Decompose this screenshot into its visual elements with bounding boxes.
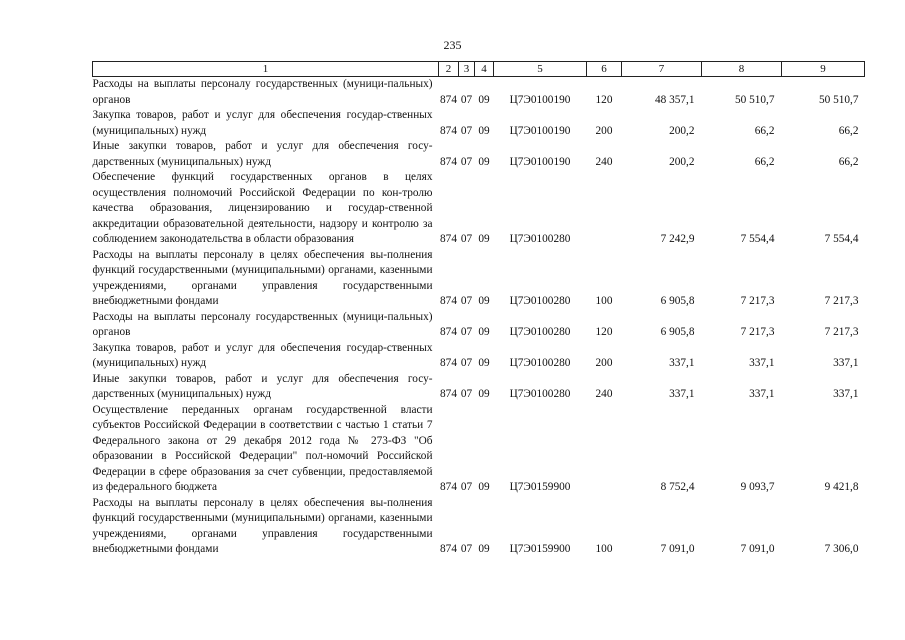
amount-col-7: 7 242,9 <box>660 233 695 245</box>
amount-col-7: 48 357,1 <box>654 93 695 106</box>
target-article-code: Ц7Э0159900 <box>509 481 571 493</box>
section-code: 07 <box>460 124 473 137</box>
amount-col-7: 337,1 <box>669 357 695 369</box>
amount-col-8: 66,2 <box>754 155 775 168</box>
amount-col-7: 7 091,0 <box>660 543 695 555</box>
header-cell-6: 6 <box>587 62 622 77</box>
amount-col-9: 66,2 <box>838 155 859 168</box>
section-code: 07 <box>460 357 473 369</box>
target-article-code: Ц7Э0100280 <box>509 233 571 245</box>
row-name: Закупка товаров, работ и услуг для обеспечения государ-ственных (муниципальных) нужд <box>92 109 433 137</box>
amount-col-7: 6 905,8 <box>660 326 695 338</box>
section-code: 07 <box>460 155 473 168</box>
subsection-code: 09 <box>478 93 490 106</box>
expense-type-code: 200 <box>595 124 613 137</box>
subsection-code: 09 <box>478 357 490 369</box>
header-cell-3: 3 <box>459 62 475 77</box>
grbs-code: 874 <box>440 93 457 106</box>
grbs-code: 874 <box>440 155 457 168</box>
header-cell-1: 1 <box>93 62 439 77</box>
target-article-code: Ц7Э0100280 <box>509 357 571 369</box>
grbs-code: 874 <box>440 543 457 555</box>
table-row <box>93 496 865 558</box>
amount-col-8: 66,2 <box>754 124 775 137</box>
grbs-code: 874 <box>440 326 457 338</box>
table-row <box>93 77 865 109</box>
amount-col-8: 337,1 <box>749 388 775 400</box>
expense-type-code: 120 <box>595 326 613 338</box>
section-code: 07 <box>460 233 473 245</box>
grbs-code: 874 <box>440 124 457 137</box>
row-name: Обеспечение функций государственных органов в целях осуществления полномочий Российской Федерации по кон-тролю качества образования, лицензированию и государ-ственной аккредитации образовательной деятельности, надзору и контролю за соблюдением законодательства в области образования <box>92 171 433 245</box>
grbs-code: 874 <box>440 233 457 245</box>
subsection-code: 09 <box>478 388 490 400</box>
amount-col-7: 200,2 <box>669 155 695 168</box>
table-row <box>93 310 865 341</box>
table-row <box>93 170 865 248</box>
amount-col-8: 7 217,3 <box>740 295 775 307</box>
grbs-code: 874 <box>440 388 457 400</box>
grbs-code: 874 <box>440 295 457 307</box>
amount-col-8: 7 091,0 <box>740 543 775 555</box>
target-article-code: Ц7Э0100280 <box>509 326 571 338</box>
expense-type-code <box>587 403 622 496</box>
subsection-code: 09 <box>478 326 490 338</box>
section-code: 07 <box>460 543 473 555</box>
expense-type-code: 200 <box>595 357 613 369</box>
grbs-code: 874 <box>440 481 457 493</box>
header-cell-5: 5 <box>494 62 587 77</box>
row-name: Иные закупки товаров, работ и услуг для обеспечения госу-дарственных (муниципальных) нужд <box>92 140 433 168</box>
header-cell-9: 9 <box>782 62 865 77</box>
expense-type-code: 100 <box>595 543 613 555</box>
header-cell-4: 4 <box>475 62 494 77</box>
amount-col-9: 7 217,3 <box>824 295 859 307</box>
subsection-code: 09 <box>478 295 490 307</box>
amount-col-7: 200,2 <box>669 124 695 137</box>
amount-col-9: 337,1 <box>833 357 859 369</box>
row-name: Расходы на выплаты персоналу в целях обеспечения вы-полнения функций государственными (муниципальными) органами, казенными учреждениями, органами управления государственными внебюджетными фондами <box>92 496 433 555</box>
section-code: 07 <box>460 295 473 307</box>
table-header-row <box>93 62 865 77</box>
table-row <box>93 372 865 403</box>
amount-col-9: 7 554,4 <box>824 233 859 245</box>
amount-col-8: 9 093,7 <box>740 481 775 493</box>
subsection-code: 09 <box>478 233 490 245</box>
section-code: 07 <box>460 93 473 106</box>
subsection-code: 09 <box>478 124 490 137</box>
row-name: Закупка товаров, работ и услуг для обеспечения государ-ственных (муниципальных) нужд <box>92 341 433 369</box>
table-row <box>93 108 865 139</box>
budget-table <box>92 61 865 558</box>
expense-type-code: 100 <box>595 295 613 307</box>
grbs-code: 874 <box>440 357 457 369</box>
section-code: 07 <box>460 326 473 338</box>
amount-col-7: 8 752,4 <box>660 481 695 493</box>
row-name: Расходы на выплаты персоналу в целях обеспечения вы-полнения функций государственными (муниципальными) органами, казенными учреждениями, органами управления государственными внебюджетными фондами <box>92 248 433 307</box>
row-name: Иные закупки товаров, работ и услуг для обеспечения госу-дарственных (муниципальных) нужд <box>92 372 433 400</box>
expense-type-code: 240 <box>595 155 613 168</box>
row-name: Расходы на выплаты персоналу государственных (муници-пальных) органов <box>92 310 433 338</box>
subsection-code: 09 <box>478 481 490 493</box>
table-row <box>93 248 865 310</box>
amount-col-9: 337,1 <box>833 388 859 400</box>
target-article-code: Ц7Э0100190 <box>509 155 571 168</box>
amount-col-9: 7 306,0 <box>824 543 859 555</box>
amount-col-9: 9 421,8 <box>824 481 859 493</box>
table-row <box>93 341 865 372</box>
table-row <box>93 403 865 496</box>
amount-col-9: 50 510,7 <box>818 93 859 106</box>
target-article-code: Ц7Э0159900 <box>509 543 571 555</box>
amount-col-8: 337,1 <box>749 357 775 369</box>
target-article-code: Ц7Э0100190 <box>509 93 571 106</box>
amount-col-8: 50 510,7 <box>734 93 775 106</box>
row-name: Осуществление переданных органам государственной власти субъектов Российской Федерации в соответствии с частью 1 статьи 7 Федерального закона от 29 декабря 2012 года № 273-ФЗ "Об образовании в Российской Федерации" пол-номочий Российской Федерации в сфере образования за счет субвенции, предоставляемой из федерального бюджета <box>92 403 433 493</box>
header-cell-8: 8 <box>702 62 782 77</box>
table-row <box>93 139 865 170</box>
table-body <box>93 77 865 558</box>
amount-col-8: 7 554,4 <box>740 233 775 245</box>
section-code: 07 <box>460 481 473 493</box>
amount-col-9: 66,2 <box>838 124 859 137</box>
subsection-code: 09 <box>478 155 490 168</box>
section-code: 07 <box>460 388 473 400</box>
target-article-code: Ц7Э0100190 <box>509 124 571 137</box>
header-cell-2: 2 <box>439 62 459 77</box>
header-cell-7: 7 <box>622 62 702 77</box>
amount-col-9: 7 217,3 <box>824 326 859 338</box>
row-name: Расходы на выплаты персоналу государственных (муници-пальных) органов <box>92 78 433 106</box>
page-number: 235 <box>443 38 462 52</box>
expense-type-code: 240 <box>595 388 613 400</box>
target-article-code: Ц7Э0100280 <box>509 295 571 307</box>
expense-type-code <box>587 170 622 248</box>
amount-col-7: 337,1 <box>669 388 695 400</box>
target-article-code: Ц7Э0100280 <box>509 388 571 400</box>
amount-col-7: 6 905,8 <box>660 295 695 307</box>
subsection-code: 09 <box>478 543 490 555</box>
expense-type-code: 120 <box>595 93 613 106</box>
amount-col-8: 7 217,3 <box>740 326 775 338</box>
